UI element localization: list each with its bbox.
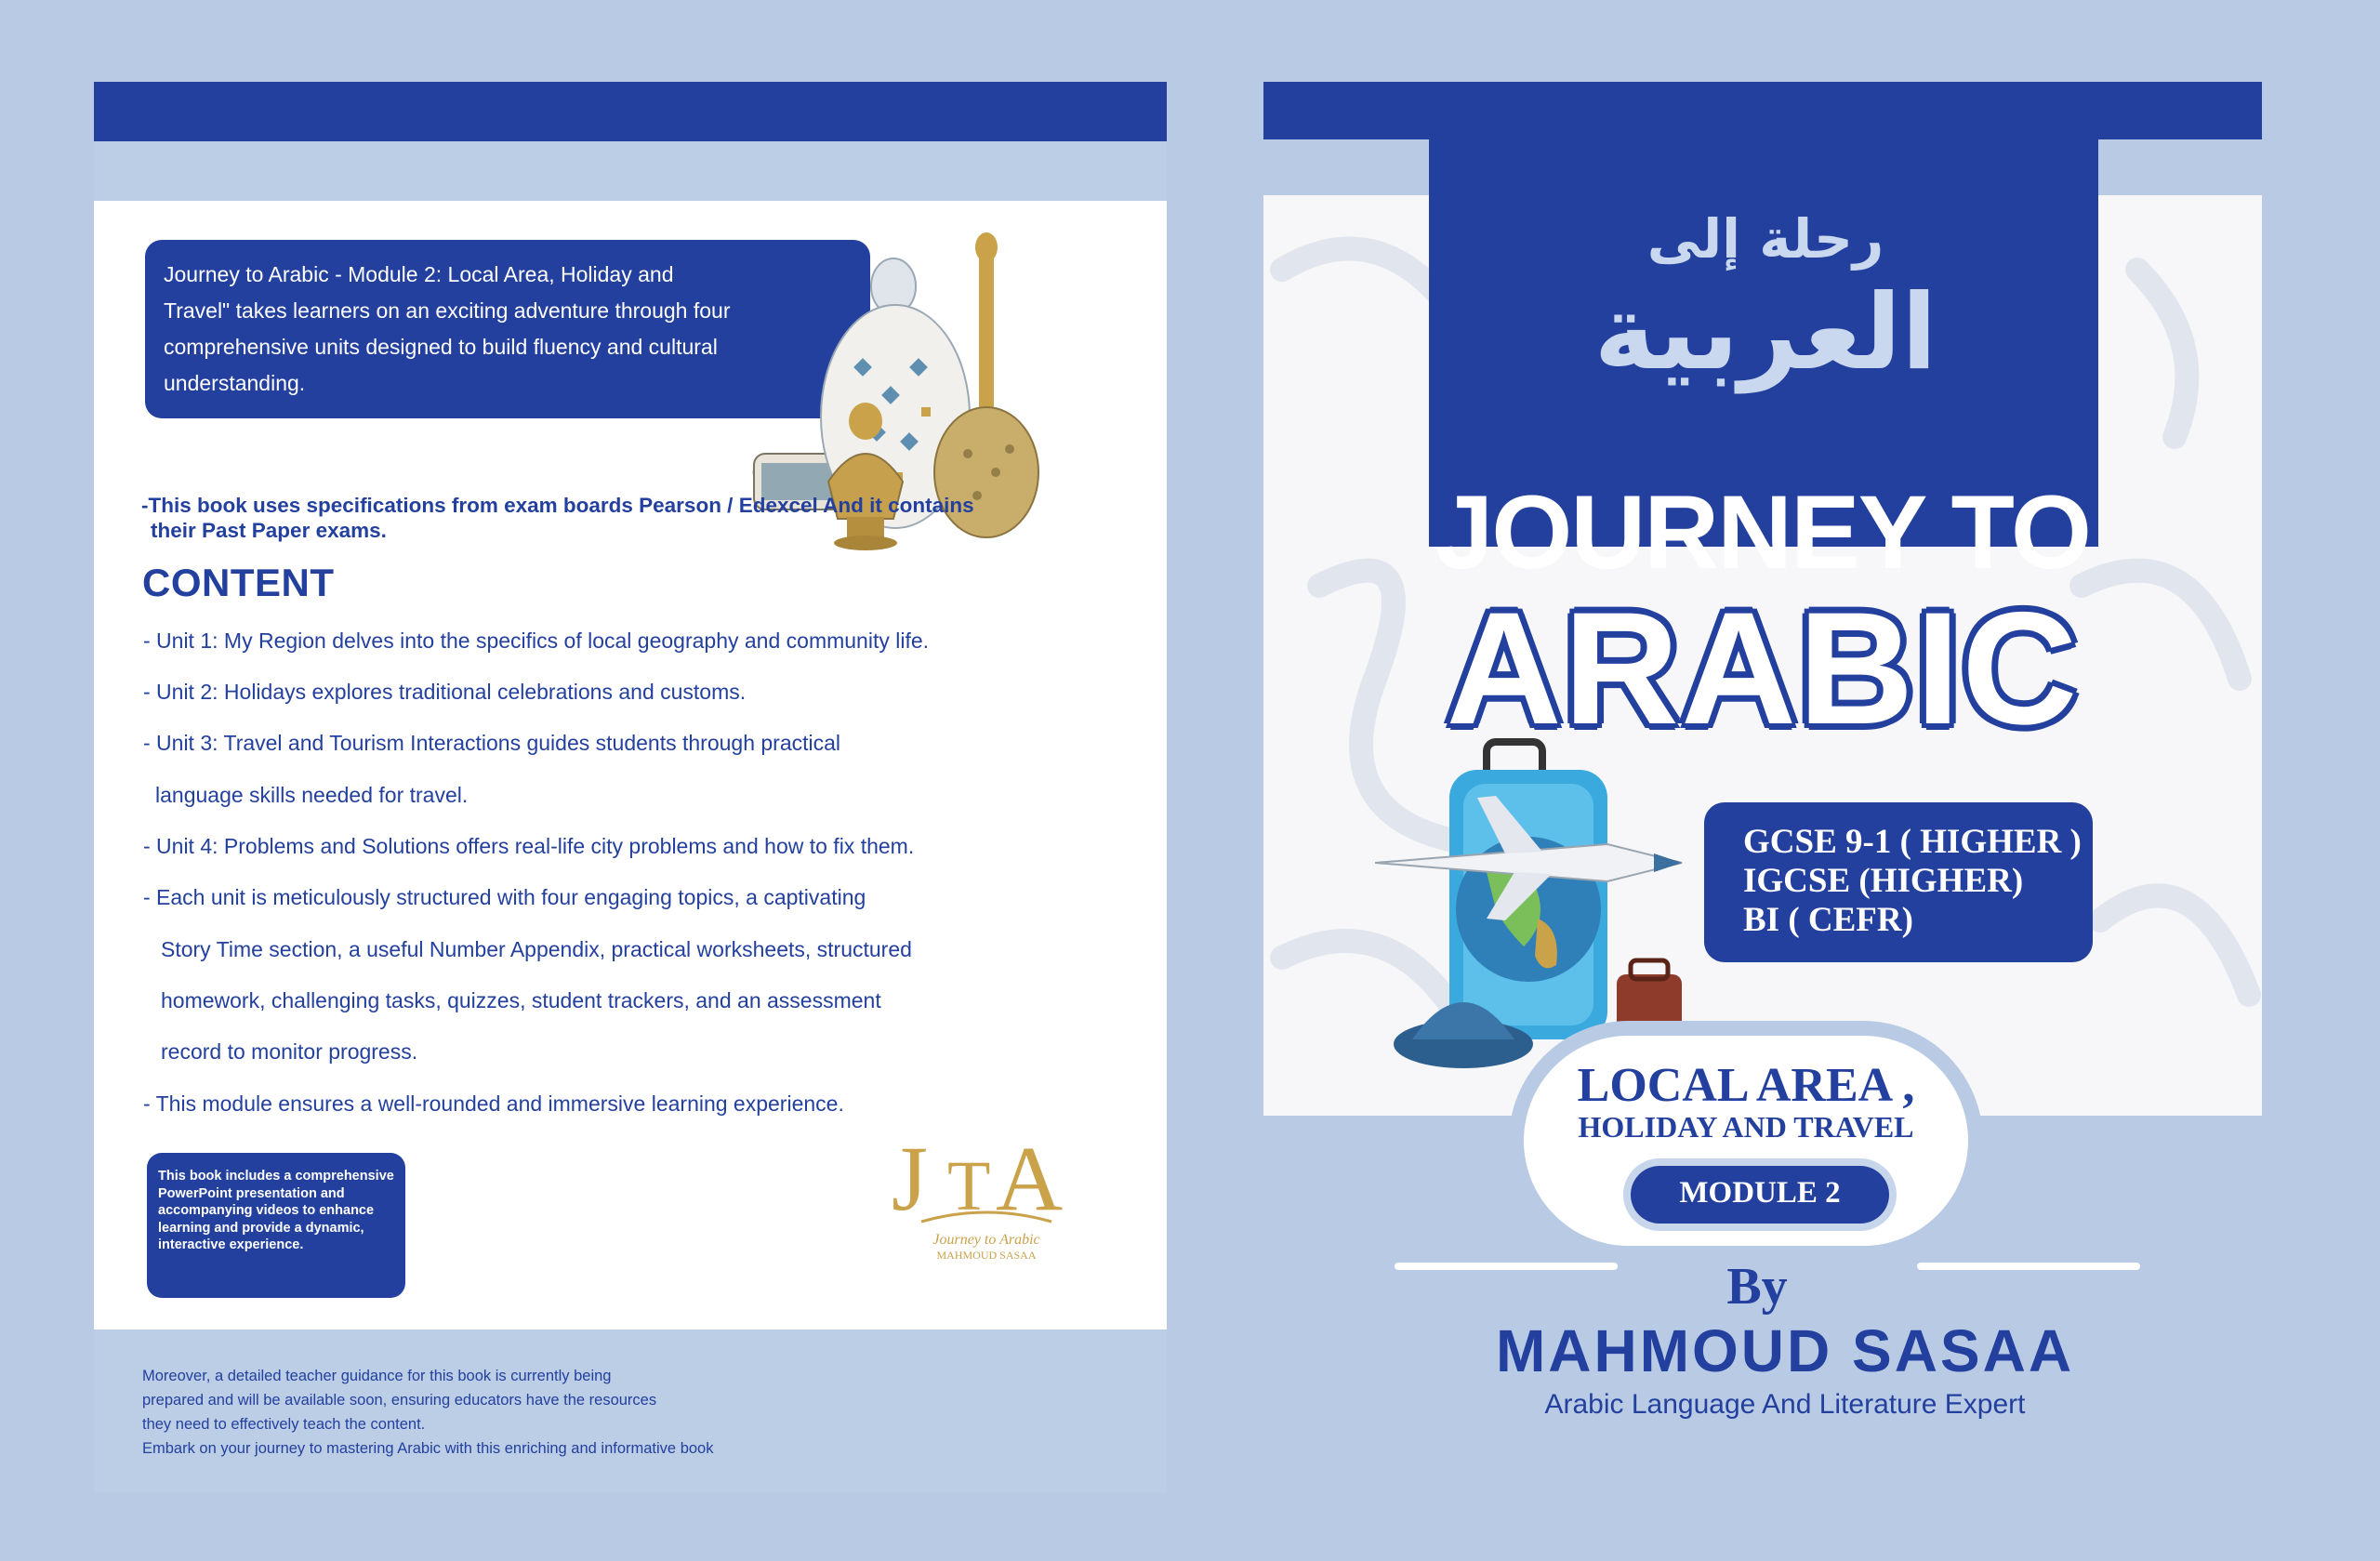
exam-board-note-line-2: their Past Paper exams.: [151, 519, 387, 542]
content-line: - Unit 3: Travel and Tourism Interactions guides students through practical: [143, 731, 841, 755]
level-line: IGCSE (HIGHER): [1743, 862, 2024, 900]
intro-text: Journey to Arabic - Module 2: Local Area, Holiday and Travel" takes learners on an exciting adventure through four comprehensive units designed to build fluency and cultural understanding.: [164, 262, 731, 395]
content-line: record to monitor progress.: [161, 1039, 418, 1064]
powerpoint-note-text: This book includes a comprehensive PowerPoint presentation and accompanying videos to enhance learning and provide a dynamic, interactive experience.: [158, 1169, 394, 1252]
jta-logo-mark: [884, 1121, 1089, 1233]
content-line: language skills needed for travel.: [155, 783, 469, 807]
content-line: - Unit 2: Holidays explores traditional celebrations and customs.: [143, 680, 747, 704]
footer-line: Embark on your journey to mastering Arabic with this enriching and informative book: [142, 1440, 714, 1457]
footer-line: they need to effectively teach the content.: [142, 1416, 426, 1433]
back-cover: [94, 82, 1167, 1493]
topic-line-2: HOLIDAY AND TRAVEL: [1578, 1110, 1914, 1144]
topic-line-1: LOCAL AREA ,: [1577, 1059, 1915, 1112]
jta-logo: [884, 1121, 1089, 1275]
content-heading: CONTENT: [142, 561, 335, 604]
svg-text:J: J: [892, 1127, 928, 1230]
logo-author: MAHMOUD SASAA: [936, 1249, 1037, 1262]
back-top-bar: [94, 82, 1167, 141]
svg-text:A: A: [996, 1127, 1064, 1230]
content-line: - Unit 4: Problems and Solutions offers real-life city problems and how to fix them.: [143, 834, 915, 858]
arabic-title-main: العربية: [1593, 272, 1937, 393]
svg-text:T: T: [947, 1147, 991, 1225]
back-footer-band: [94, 1329, 1167, 1493]
by-label: By: [1726, 1258, 1788, 1316]
logo-subtitle: Journey to Arabic: [932, 1232, 1040, 1248]
title-line-2: ARABIC: [1446, 579, 2080, 758]
exam-levels-box: [1704, 802, 2093, 962]
divider-left: [1395, 1263, 1618, 1270]
level-line: BI ( CEFR): [1743, 901, 1913, 939]
powerpoint-note-box: [147, 1153, 405, 1298]
module-label: MODULE 2: [1679, 1176, 1841, 1210]
author-name: MAHMOUD SASAA: [1495, 1317, 2075, 1384]
level-line: GCSE 9-1 ( HIGHER ): [1743, 823, 2082, 861]
arabic-title-top: رحلة إلى: [1646, 207, 1884, 271]
content-line: homework, challenging tasks, quizzes, student trackers, and an assessment: [161, 988, 881, 1012]
front-cover: [1263, 82, 2262, 1210]
divider-right: [1917, 1263, 2140, 1270]
exam-board-note-line-1: -This book uses specifications from exam boards Pearson / Edexcel And it contains: [141, 494, 974, 517]
footer-line: Moreover, a detailed teacher guidance for this book is currently being: [142, 1368, 612, 1384]
content-line: - This module ensures a well-rounded and immersive learning experience.: [143, 1091, 844, 1116]
footer-line: prepared and will be available soon, ensuring educators have the resources: [142, 1392, 657, 1409]
title-line-1: JOURNEY TO: [1435, 474, 2091, 590]
content-line: Story Time section, a useful Number Appendix, practical worksheets, structured: [161, 937, 912, 961]
author-title: Arabic Language And Literature Expert: [1544, 1389, 2026, 1420]
exam-board-note: [141, 493, 1127, 543]
content-line: - Unit 1: My Region delves into the specifics of local geography and community life.: [143, 628, 930, 653]
content-line: - Each unit is meticulously structured with four engaging topics, a captivating: [143, 885, 866, 909]
